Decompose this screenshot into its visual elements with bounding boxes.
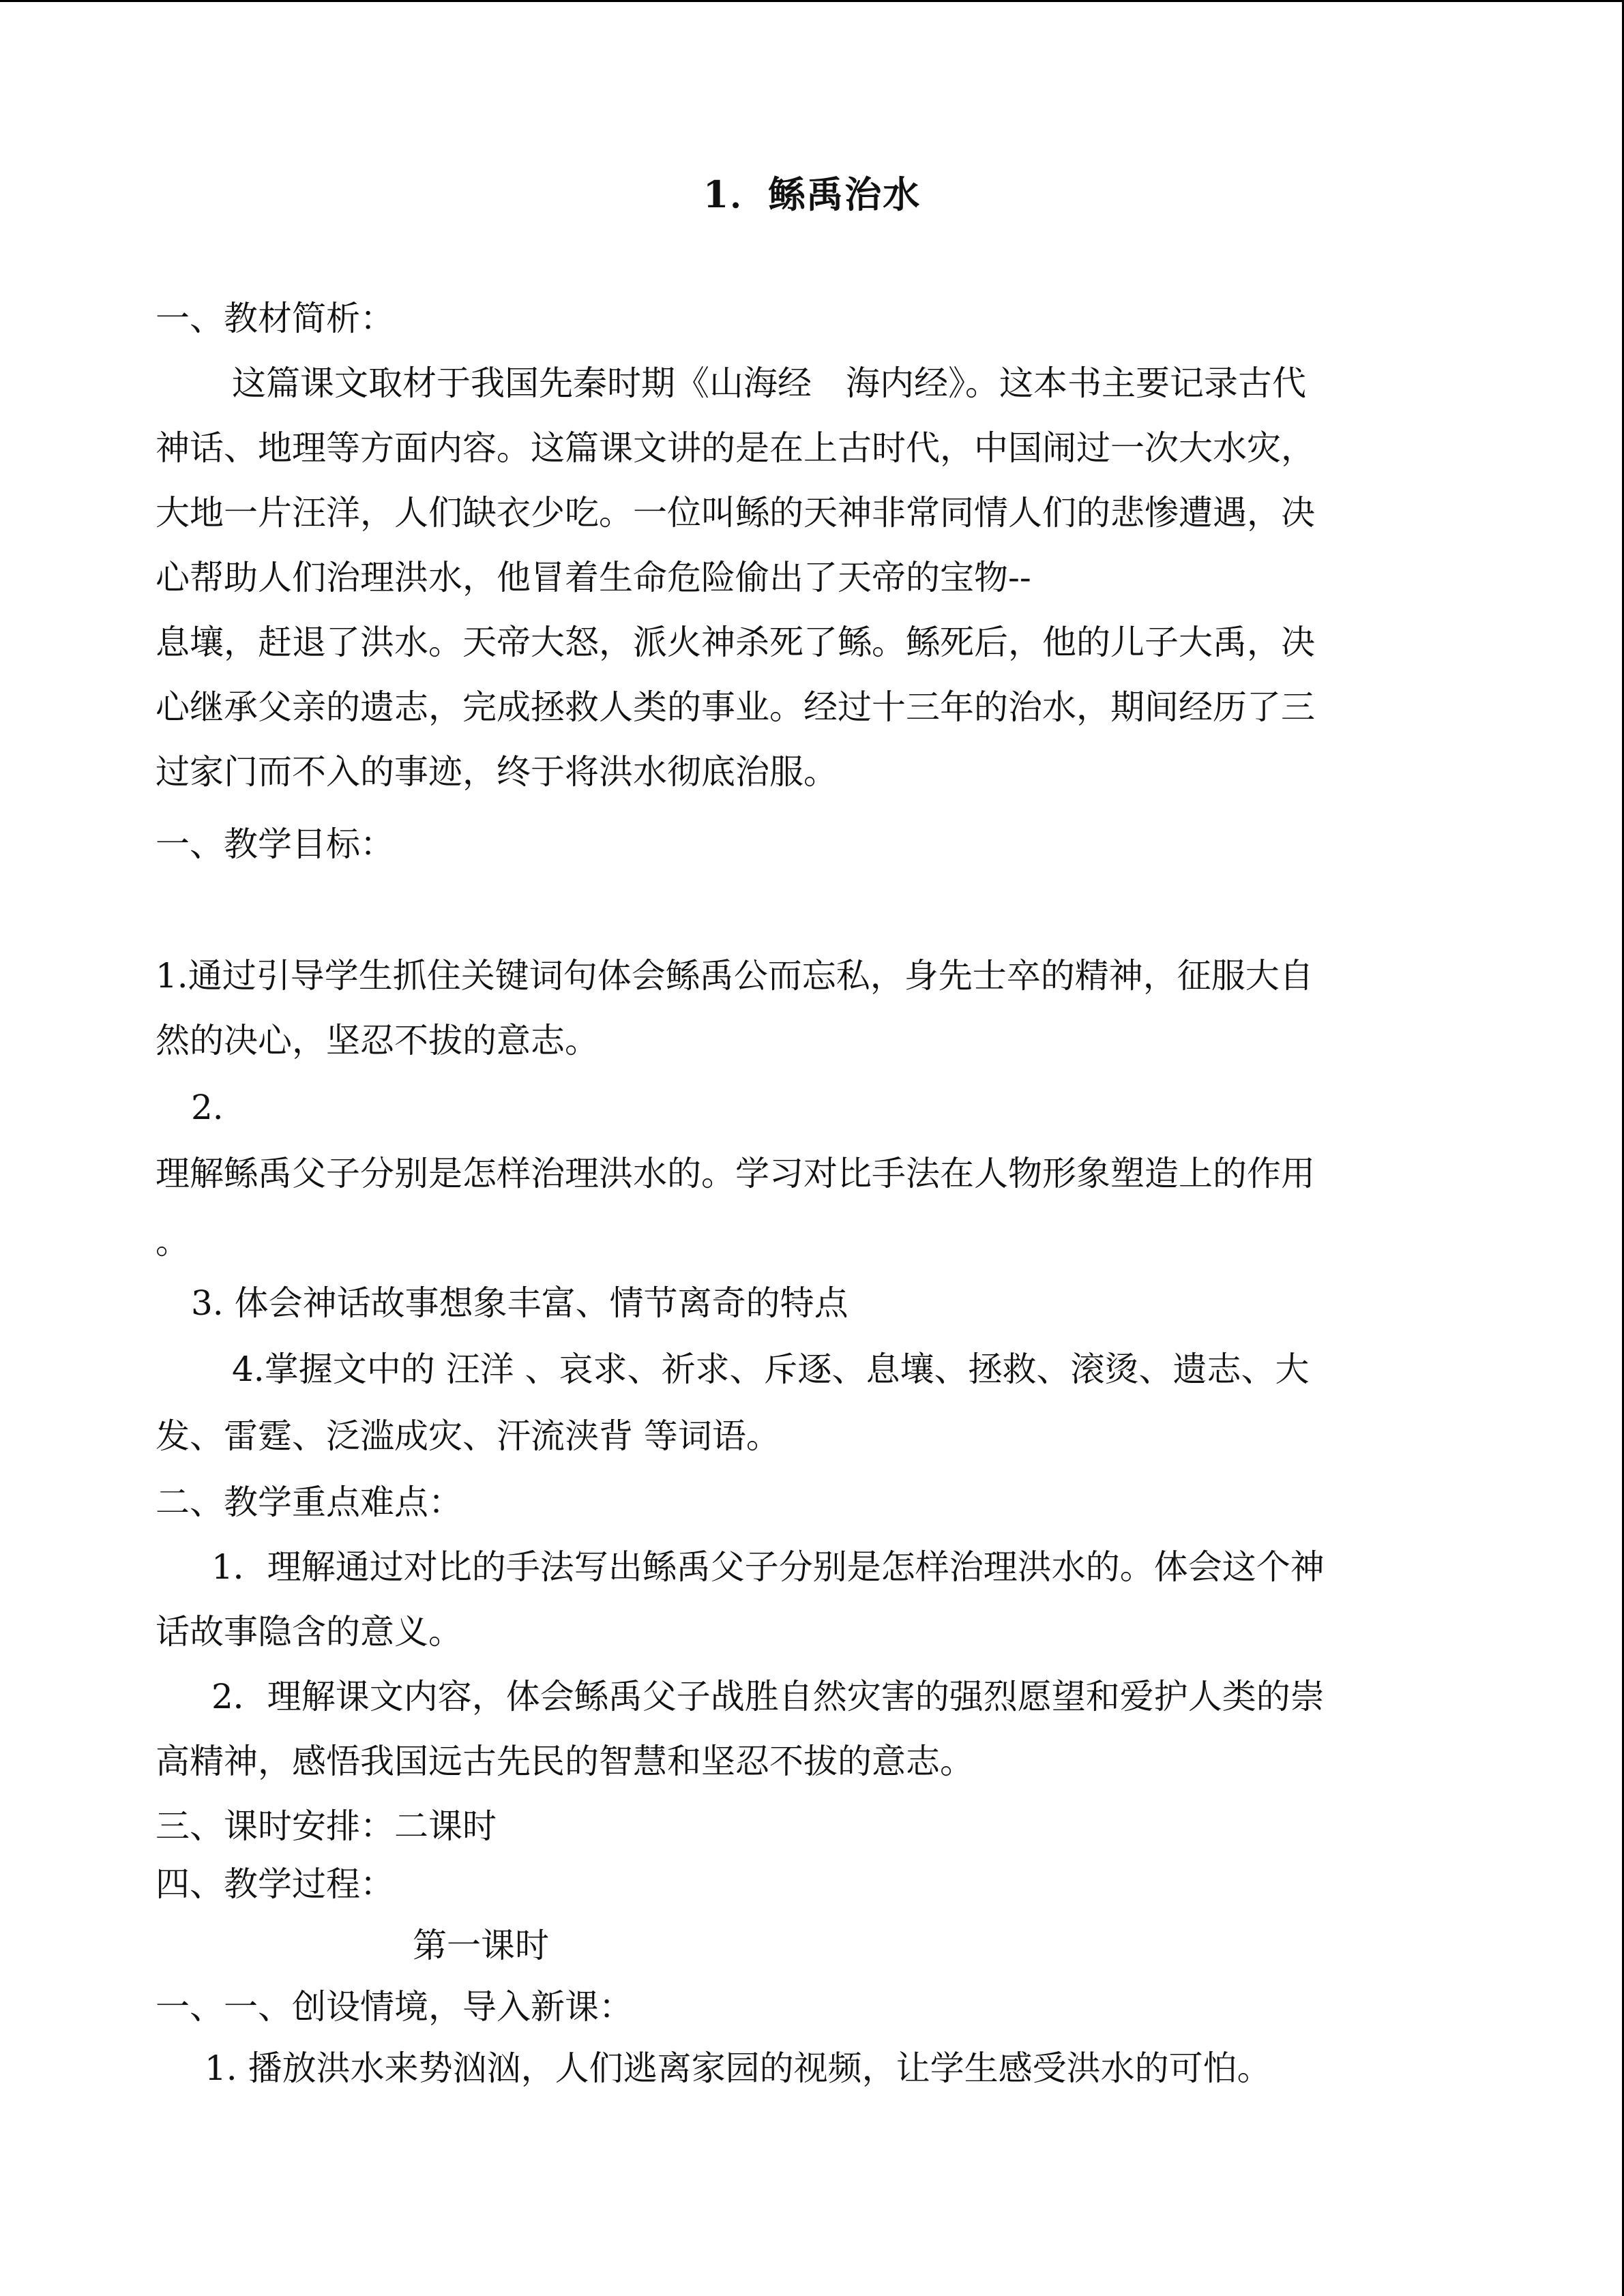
goal-item-4-cont: 发、雷霆、泛滥成灾、汗流浃背 等词语。	[156, 1416, 780, 1456]
section-heading-schedule: 三、课时安排：二课时	[156, 1806, 497, 1846]
section-heading-teaching-goals: 一、教学目标：	[156, 824, 394, 864]
goal-item-1: 1.通过引导学生抓住关键词句体会鲧禹公而忘私，身先士卒的精神，征服大自	[156, 956, 1314, 996]
goal-item-1-cont: 然的决心，坚忍不拔的意志。	[156, 1021, 599, 1060]
key-point-2-cont: 高精神，感悟我国远古先民的智慧和坚忍不拔的意志。	[156, 1742, 974, 1781]
document-title: 1．鲧禹治水	[703, 173, 921, 216]
key-point-1-cont: 话故事隐含的意义。	[156, 1612, 462, 1652]
paragraph-line: 这篇课文取材于我国先秦时期《山海经 海内经》。这本书主要记录古代	[232, 363, 1306, 403]
goal-item-2-cont: 。	[156, 1222, 190, 1262]
key-point-2: 2．理解课文内容，体会鲧禹父子战胜自然灾害的强烈愿望和爱护人类的崇	[211, 1677, 1325, 1716]
section-heading-key-points: 二、教学重点难点：	[156, 1482, 462, 1522]
goal-item-4: 4.掌握文中的 汪洋 、哀求、祈求、斥逐、息壤、拯救、滚烫、遗志、大	[232, 1350, 1310, 1389]
paragraph-line: 息壤，赶退了洪水。天帝大怒，派火神杀死了鲧。鲧死后，他的儿子大禹，决	[156, 623, 1315, 662]
section-heading-process: 四、教学过程：	[156, 1864, 394, 1904]
paragraph-line: 心继承父亲的遗志，完成拯救人类的事业。经过十三年的治水，期间经历了三	[156, 687, 1315, 727]
step-heading: 一、一、创设情境，导入新课：	[156, 1987, 633, 2027]
goal-item-2-number: 2.	[191, 1088, 224, 1127]
paragraph-line: 神话、地理等方面内容。这篇课文讲的是在上古时代，中国闹过一次大水灾，	[156, 428, 1315, 468]
step-item-1: 1. 播放洪水来势汹汹，人们逃离家园的视频，让学生感受洪水的可怕。	[205, 2048, 1271, 2088]
paragraph-line: 心帮助人们治理洪水，他冒着生命危险偷出了天帝的宝物--	[156, 558, 1031, 597]
paragraph-line: 过家门而不入的事迹，终于将洪水彻底治服。	[156, 752, 838, 792]
goal-item-3: 3. 体会神话故事想象丰富、情节离奇的特点	[191, 1283, 848, 1323]
section-heading-textbook-analysis: 一、教材简析：	[156, 299, 394, 338]
lesson-heading: 第一课时	[413, 1926, 549, 1965]
key-point-1: 1．理解通过对比的手法写出鲧禹父子分别是怎样治理洪水的。体会这个神	[211, 1547, 1325, 1587]
paragraph-line: 大地一片汪洋，人们缺衣少吃。一位叫鲧的天神非常同情人们的悲惨遭遇，决	[156, 493, 1315, 533]
goal-item-2: 理解鲧禹父子分别是怎样治理洪水的。学习对比手法在人物形象塑造上的作用	[156, 1154, 1315, 1193]
